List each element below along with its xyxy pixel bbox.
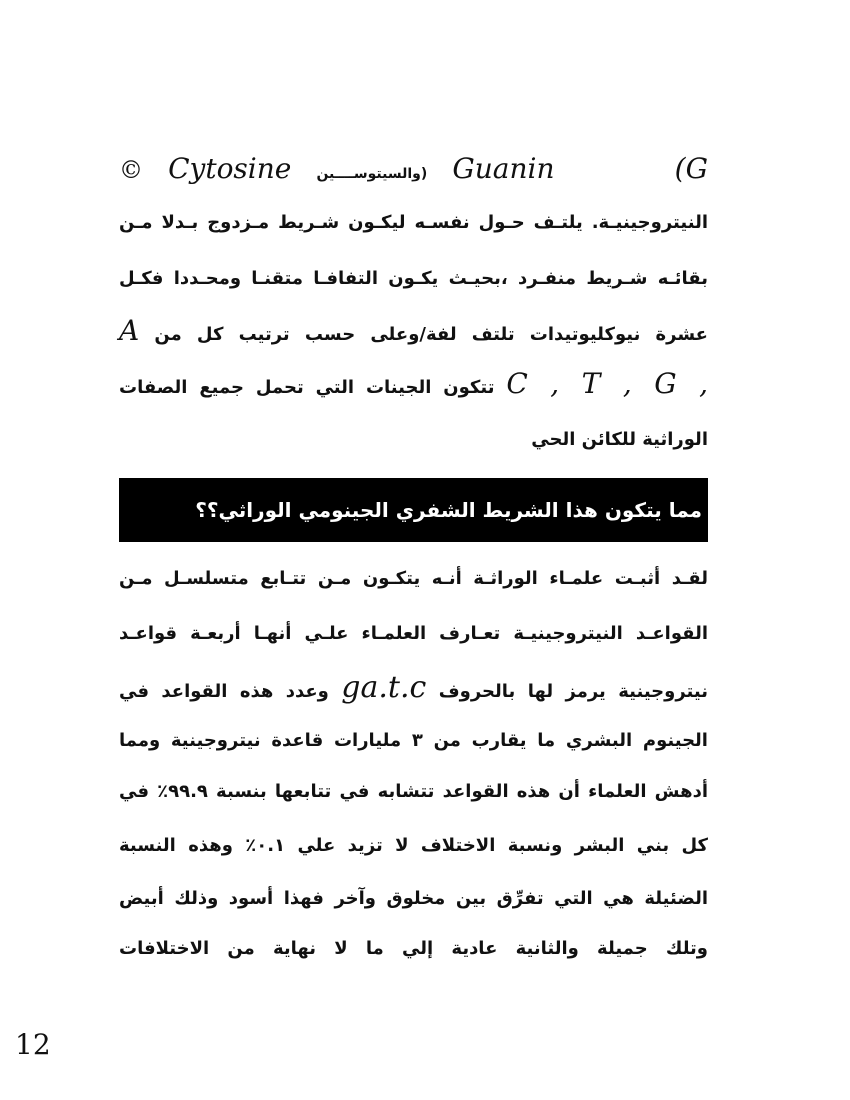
g-paren: (G <box>674 152 708 185</box>
para2-line-5: أدهش العلماء أن هذه القواعد تتشابه في تتابعها بنسبة ٩٩.٩٪ في <box>119 781 709 802</box>
para2-line-6: كل بني البشر ونسبة الاختلاف لا تزيد علي ٠.١٪ وهذه النسبة <box>119 835 708 856</box>
letters-gtc: C , T , G , <box>506 367 708 400</box>
para2-line-2: القواعـد النيتروجينيـة تعـارف العلمـاء علـي أنهـا أربعـة قواعـد <box>119 623 708 644</box>
gatc-letters: ga.t.c <box>341 670 427 705</box>
para2-line-8: وتلك جميلة والثانية عادية إلي ما لا نهاية من الاختلافات <box>119 938 708 959</box>
para1-line-4 <box>119 366 708 406</box>
page-number: 12 <box>15 1028 51 1061</box>
para2-line-3 <box>119 670 708 710</box>
gatc-after: وعدد هذه القواعد في <box>119 681 329 702</box>
para1-line-5: الوراثية للكائن الحي <box>531 429 708 450</box>
top-line <box>119 152 708 186</box>
cytosine-arabic: (والسيتوســــين <box>316 166 428 182</box>
para1-line-2: بقائـه شـريط منفـرد ،بحيـث يكـون التفافـا متقنـا ومحـددا فكـل <box>119 268 708 289</box>
cytosine-text: Cytosine <box>168 152 292 185</box>
copyright-symbol: © <box>119 156 143 184</box>
para2-line-1: لقـد أثبـت علمـاء الوراثـة أنـه يتكـون مـن تتـابع متسلسـل مـن <box>119 568 708 589</box>
letter-a: A <box>119 314 140 347</box>
gatc-before: نيتروجينية يرمز لها بالحروف <box>438 681 708 702</box>
para2-line-4: الجينوم البشري ما يقارب من ٣ مليارات قاعدة نيتروجينية ومما <box>119 730 708 751</box>
guanin-text: Guanin <box>452 152 555 185</box>
para2-line-7: الضئيلة هي التي تفرِّق بين مخلوق وآخر فهذا أسود وذلك أبيض <box>119 888 708 909</box>
line-gtc-text: تتكون الجينات التي تحمل جميع الصفات <box>119 377 495 398</box>
para1-line-3 <box>119 313 708 353</box>
para1-line-1: النيتروجينيـة. يلتـف حـول نفسـه ليكـون شـريط مـزدوج بـدلا مـن <box>119 212 708 233</box>
section-heading: مما يتكون هذا الشريط الشفري الجينومي الوراثي؟؟ <box>119 478 708 542</box>
line-a-text: عشرة نيوكليوتيدات تلتف لفة/وعلى حسب ترتيب كل من <box>154 324 708 345</box>
